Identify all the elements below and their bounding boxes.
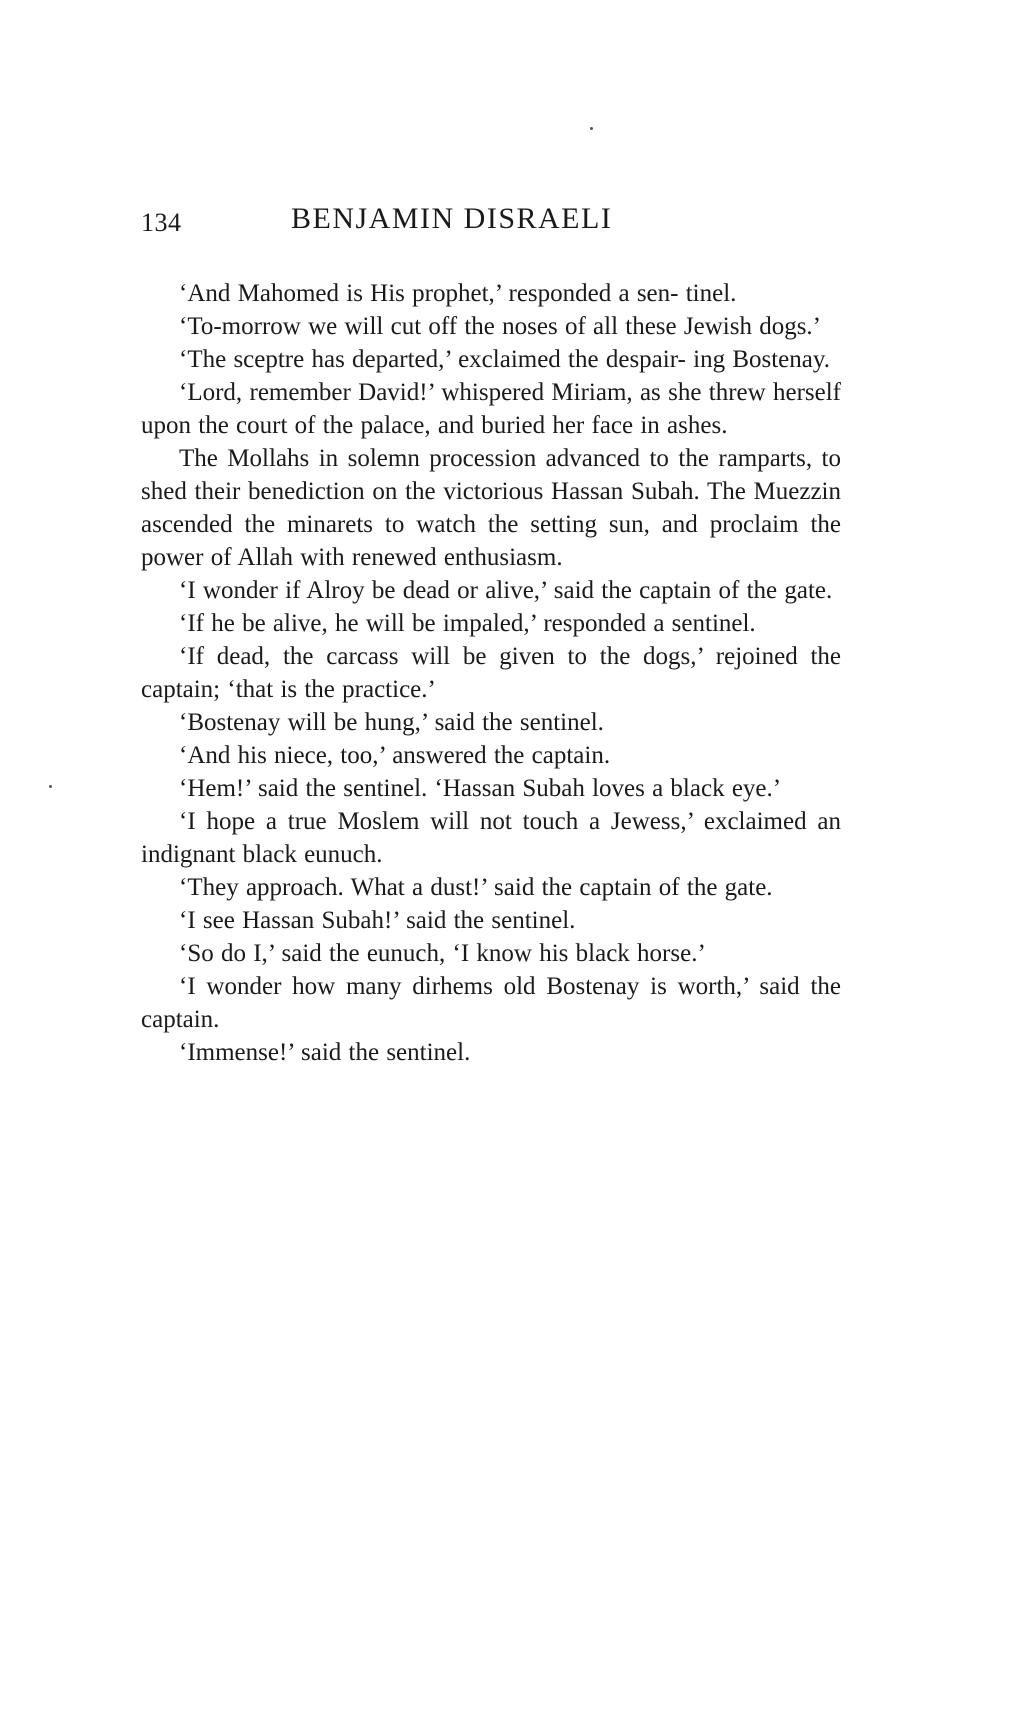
paragraph: ‘So do I,’ said the eunuch, ‘I know his black horse.’	[179, 940, 706, 967]
paragraph: ‘I see Hassan Subah!’ said the sentinel.	[179, 907, 576, 934]
paragraph: The Mollahs in solemn procession advanced to the ramparts, to shed their benediction on the victorious Hassan Subah. The Muezzin ascended the minarets to watch the setting sun, and proclaim the power of Allah with renewed enthusiasm.	[141, 445, 841, 571]
paragraph: ‘Immense!’ said the sentinel.	[179, 1039, 471, 1066]
page-header	[141, 202, 841, 246]
body-text	[141, 277, 841, 1069]
page-number: 134	[141, 208, 182, 237]
paragraph: ‘They approach. What a dust!’ said the captain of the gate.	[179, 874, 773, 901]
paragraph: ‘To-morrow we will cut off the noses of all these Jewish dogs.’	[179, 313, 821, 340]
paragraph: ‘Bostenay will be hung,’ said the sentinel.	[179, 709, 604, 736]
paragraph: ‘Lord, remember David!’ whispered Miriam, as she threw herself upon the court of the palace, and buried her face in ashes.	[141, 379, 841, 439]
paragraph: ‘I wonder how many dirhems old Bostenay is worth,’ said the captain.	[141, 973, 841, 1033]
paragraph: ‘Hem!’ said the sentinel. ‘Hassan Subah loves a black eye.’	[179, 775, 782, 802]
ink-speck	[590, 127, 593, 130]
running-head: BENJAMIN DISRAELI	[291, 202, 613, 235]
paragraph: ‘If dead, the carcass will be given to the dogs,’ rejoined the captain; ‘that is the practice.’	[141, 643, 841, 703]
paragraph: ‘The sceptre has departed,’ exclaimed the despair- ing Bostenay.	[179, 346, 830, 373]
paragraph: ‘I hope a true Moslem will not touch a Jewess,’ exclaimed an indignant black eunuch.	[141, 808, 841, 868]
paragraph: ‘And his niece, too,’ answered the captain.	[179, 742, 611, 769]
ink-speck	[49, 785, 52, 788]
paragraph: ‘I wonder if Alroy be dead or alive,’ said the captain of the gate.	[179, 577, 833, 604]
paragraph: ‘If he be alive, he will be impaled,’ responded a sentinel.	[179, 610, 756, 637]
paragraph: ‘And Mahomed is His prophet,’ responded a sen- tinel.	[179, 280, 737, 307]
